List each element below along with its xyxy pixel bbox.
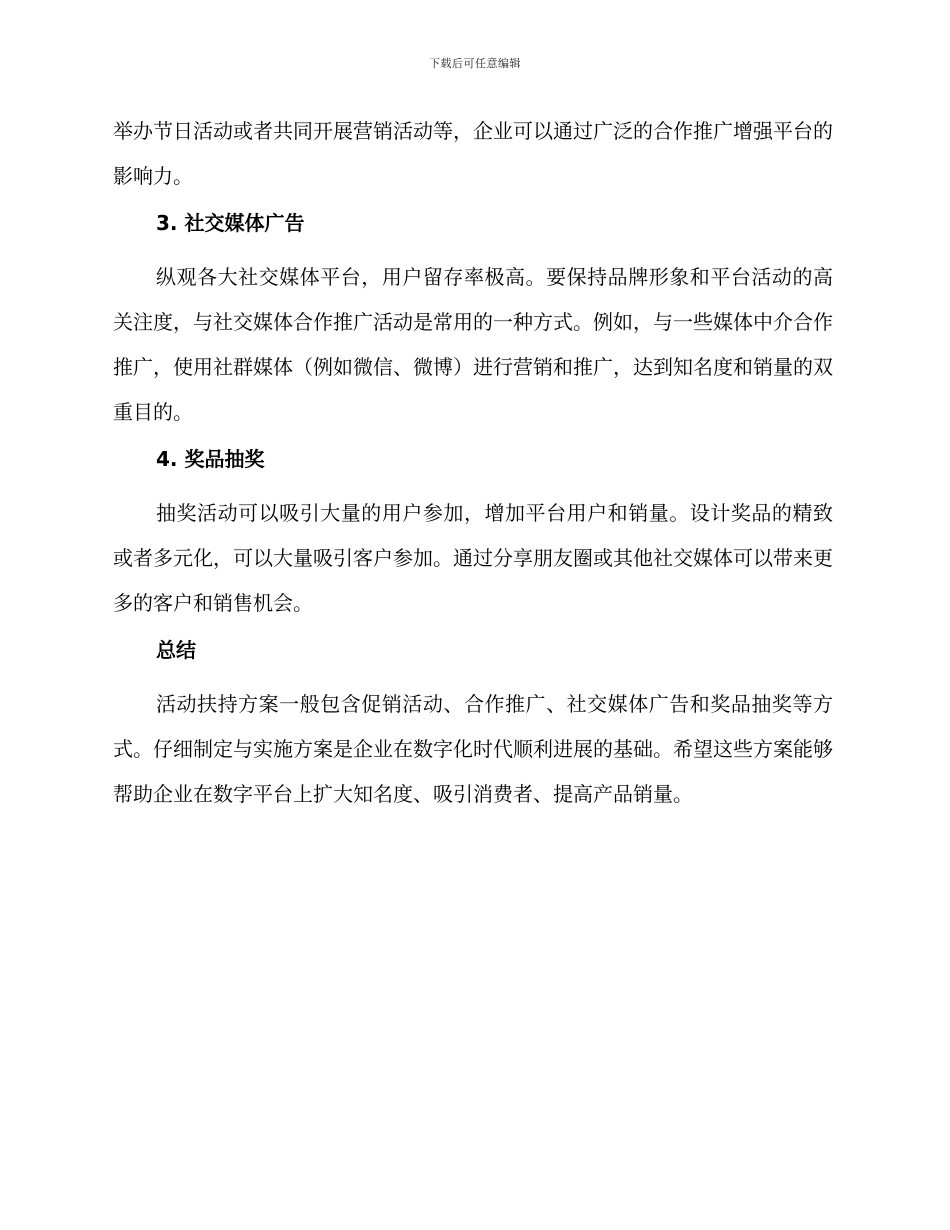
paragraph-summary: 活动扶持方案一般包含促销活动、合作推广、社交媒体广告和奖品抽奖等方式。仔细制定与实施方案是企业在数字化时代顺利进展的基础。希望这些方案能够帮助企业在数字平台上扩大知名度、吸引消费者、提高产品销量。 <box>113 692 833 806</box>
page-header: 下载后可任意编辑 <box>429 57 521 70</box>
paragraph-prize-draw: 抽奖活动可以吸引大量的用户参加，增加平台用户和销量。设计奖品的精致或者多元化，可以大量吸引客户参加。通过分享朋友圈或其他社交媒体可以带来更多的客户和销售机会。 <box>113 501 833 615</box>
paragraph-social-media-ads: 纵观各大社交媒体平台，用户留存率极高。要保持品牌形象和平台活动的高关注度，与社交媒体合作推广活动是常用的一种方式。例如，与一些媒体中介合作推广，使用社群媒体（例如微信、微博）进行营销和推广，达到知名度和销量的双重目的。 <box>113 265 833 424</box>
section-heading-summary: 总结 <box>156 638 196 662</box>
section-heading-prize-draw: 4. 奖品抽奖 <box>156 447 265 471</box>
section-heading-social-media-ads: 3. 社交媒体广告 <box>156 211 305 235</box>
paragraph-continued: 举办节日活动或者共同开展营销活动等，企业可以通过广泛的合作推广增强平台的影响力。 <box>113 119 833 188</box>
document-body <box>113 109 833 817</box>
